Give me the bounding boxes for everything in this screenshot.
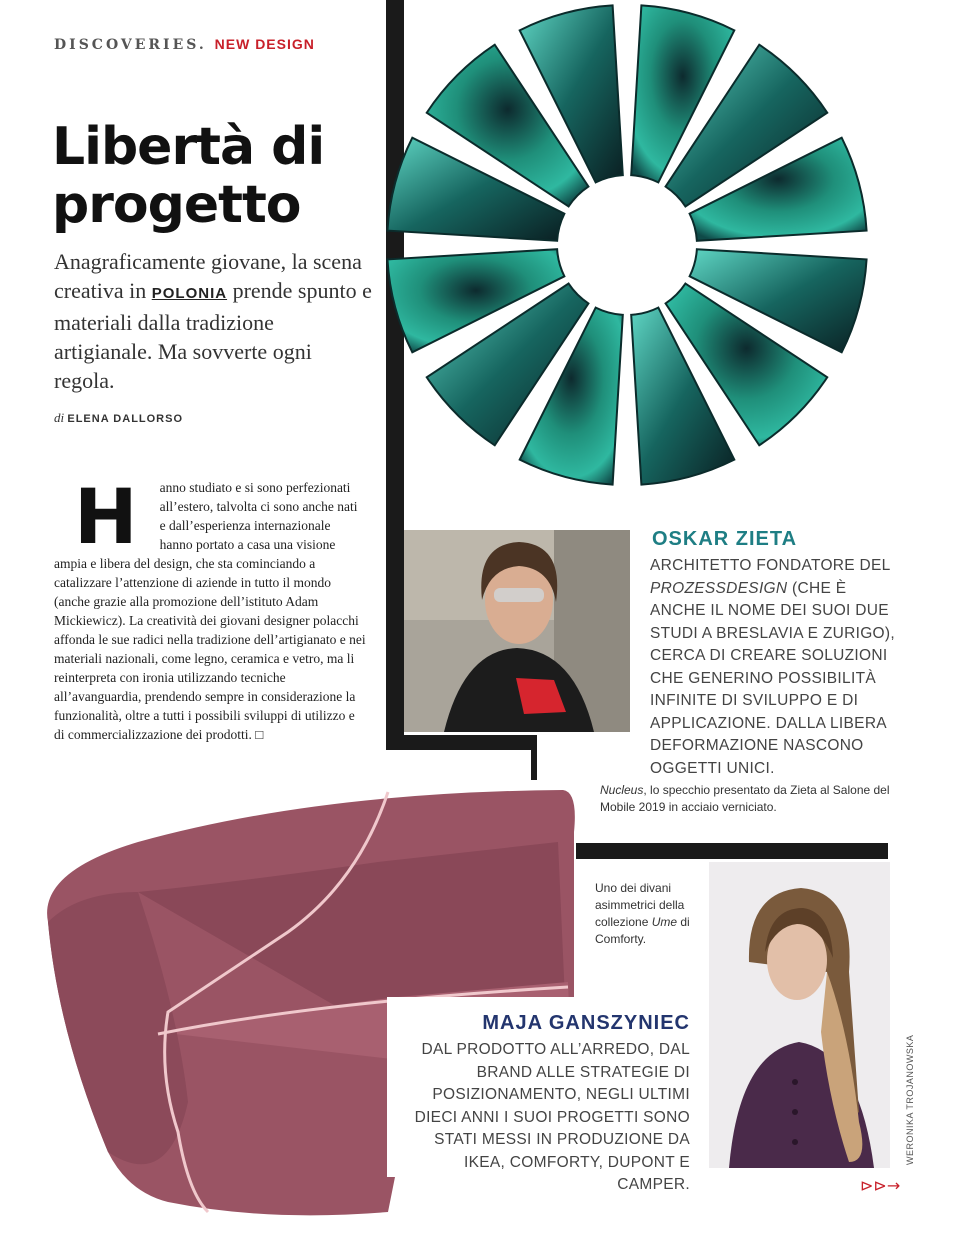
frame-line-horizontal-1: [386, 735, 536, 750]
zieta-bio-italic: PROZESSDESIGN: [650, 579, 788, 597]
frame-line-horizontal-2: [576, 843, 888, 859]
zieta-bio-part-2: (CHE È ANCHE IL NOME DEI SUOI DUE STUDI A BRESLAVIA E ZURIGO), CERCA DI CREARE SOLUZIONI CHE GENERINO POSSIBILITÀ INFINITE DI SVILUPPO E DI APPLICAZIONE. DALLA LIBERA DEFORMAZIONE NASCONO OGGETTI UNICI.: [650, 579, 895, 777]
subsection-label: NEW DESIGN: [214, 36, 315, 52]
photo-credit: WERONIKA TROJANOWSKA: [905, 1034, 915, 1165]
oskar-zieta-name: OSKAR ZIETA: [652, 528, 798, 550]
deck-text-start: Anagraficamente giovane, la scena creativa in: [54, 249, 362, 303]
maja-ganszyniec-name: MAJA GANSZYNIEC: [482, 1012, 690, 1034]
section-label: DISCOVERIES.: [54, 37, 207, 53]
mirror-petals: [387, 5, 866, 484]
maja-ganszyniec-portrait: [709, 862, 890, 1168]
mirror-caption: [600, 782, 890, 816]
byline-prefix: di: [54, 410, 65, 425]
section-kicker: [54, 36, 315, 53]
byline: [54, 410, 183, 426]
article-deck: [54, 247, 374, 395]
sofa-caption-part-1: Uno dei divani asimmetrici della collezione: [595, 881, 685, 929]
article-body: [54, 472, 366, 744]
zieta-bio-part-1: ARCHITETTO FONDATORE DEL: [650, 557, 891, 574]
mirror-caption-italic: Nucleus: [600, 783, 644, 797]
mirror-caption-text: , lo specchio presentato da Zieta al Salone del Mobile 2019 in acciaio verniciato.: [600, 783, 890, 814]
maja-ganszyniec-bio: DAL PRODOTTO ALL’ARREDO, DAL BRAND ALLE STRATEGIE DI POSIZIONAMENTO, NEGLI ULTIMI DIECI ANNI I SUOI PROGETTI SONO STATI MESSI IN PRODUZIONE DA IKEA, COMFORTY, DUPONT E CAMPER.: [414, 1041, 690, 1193]
sofa-caption-part-2: di Comforty.: [595, 915, 690, 946]
body-text: anno studiato e si sono perfezionati all’estero, talvolta ci sono anche nati e dall’esperienza internazionale hanno portato a casa una visione ampia e libera del design, che sta cominciando a catalizzare l’attenzione di aziende in tutto il mondo (anche grazie alla promozione dell’istituto Adam Mickiewicz). La creatività dei giovani designer polacchi affonda le sue radici nella tradizione dell’artigianato e nei materiali nazionali, come legno, ceramica e vetro, ma li reinterpreta con ironia utilizzando tecniche all’avanguardia, prendendo sempre in considerazione la funzionalità, oltre a tutti i possibili sviluppi di utilizzo e di commercializzazione dei prodotti. □: [54, 480, 366, 742]
sofa-caption-italic: Ume: [651, 915, 678, 929]
oskar-zieta-bio: [650, 555, 900, 780]
end-arrow-icon: ⊳⊳→: [860, 1176, 901, 1195]
deck-text-end: prende spunto e materiali dalla tradizione artigianale. Ma sovverte ogni regola.: [54, 278, 372, 393]
oskar-zieta-portrait: [404, 530, 630, 732]
article-title: Libertà di progetto: [52, 117, 325, 235]
sofa-caption: [595, 880, 705, 948]
drop-cap: H: [74, 472, 138, 561]
nucleus-mirror-image: [352, 0, 902, 500]
deck-country: POLONIA: [151, 285, 228, 302]
byline-author: ELENA DALLORSO: [67, 413, 184, 425]
